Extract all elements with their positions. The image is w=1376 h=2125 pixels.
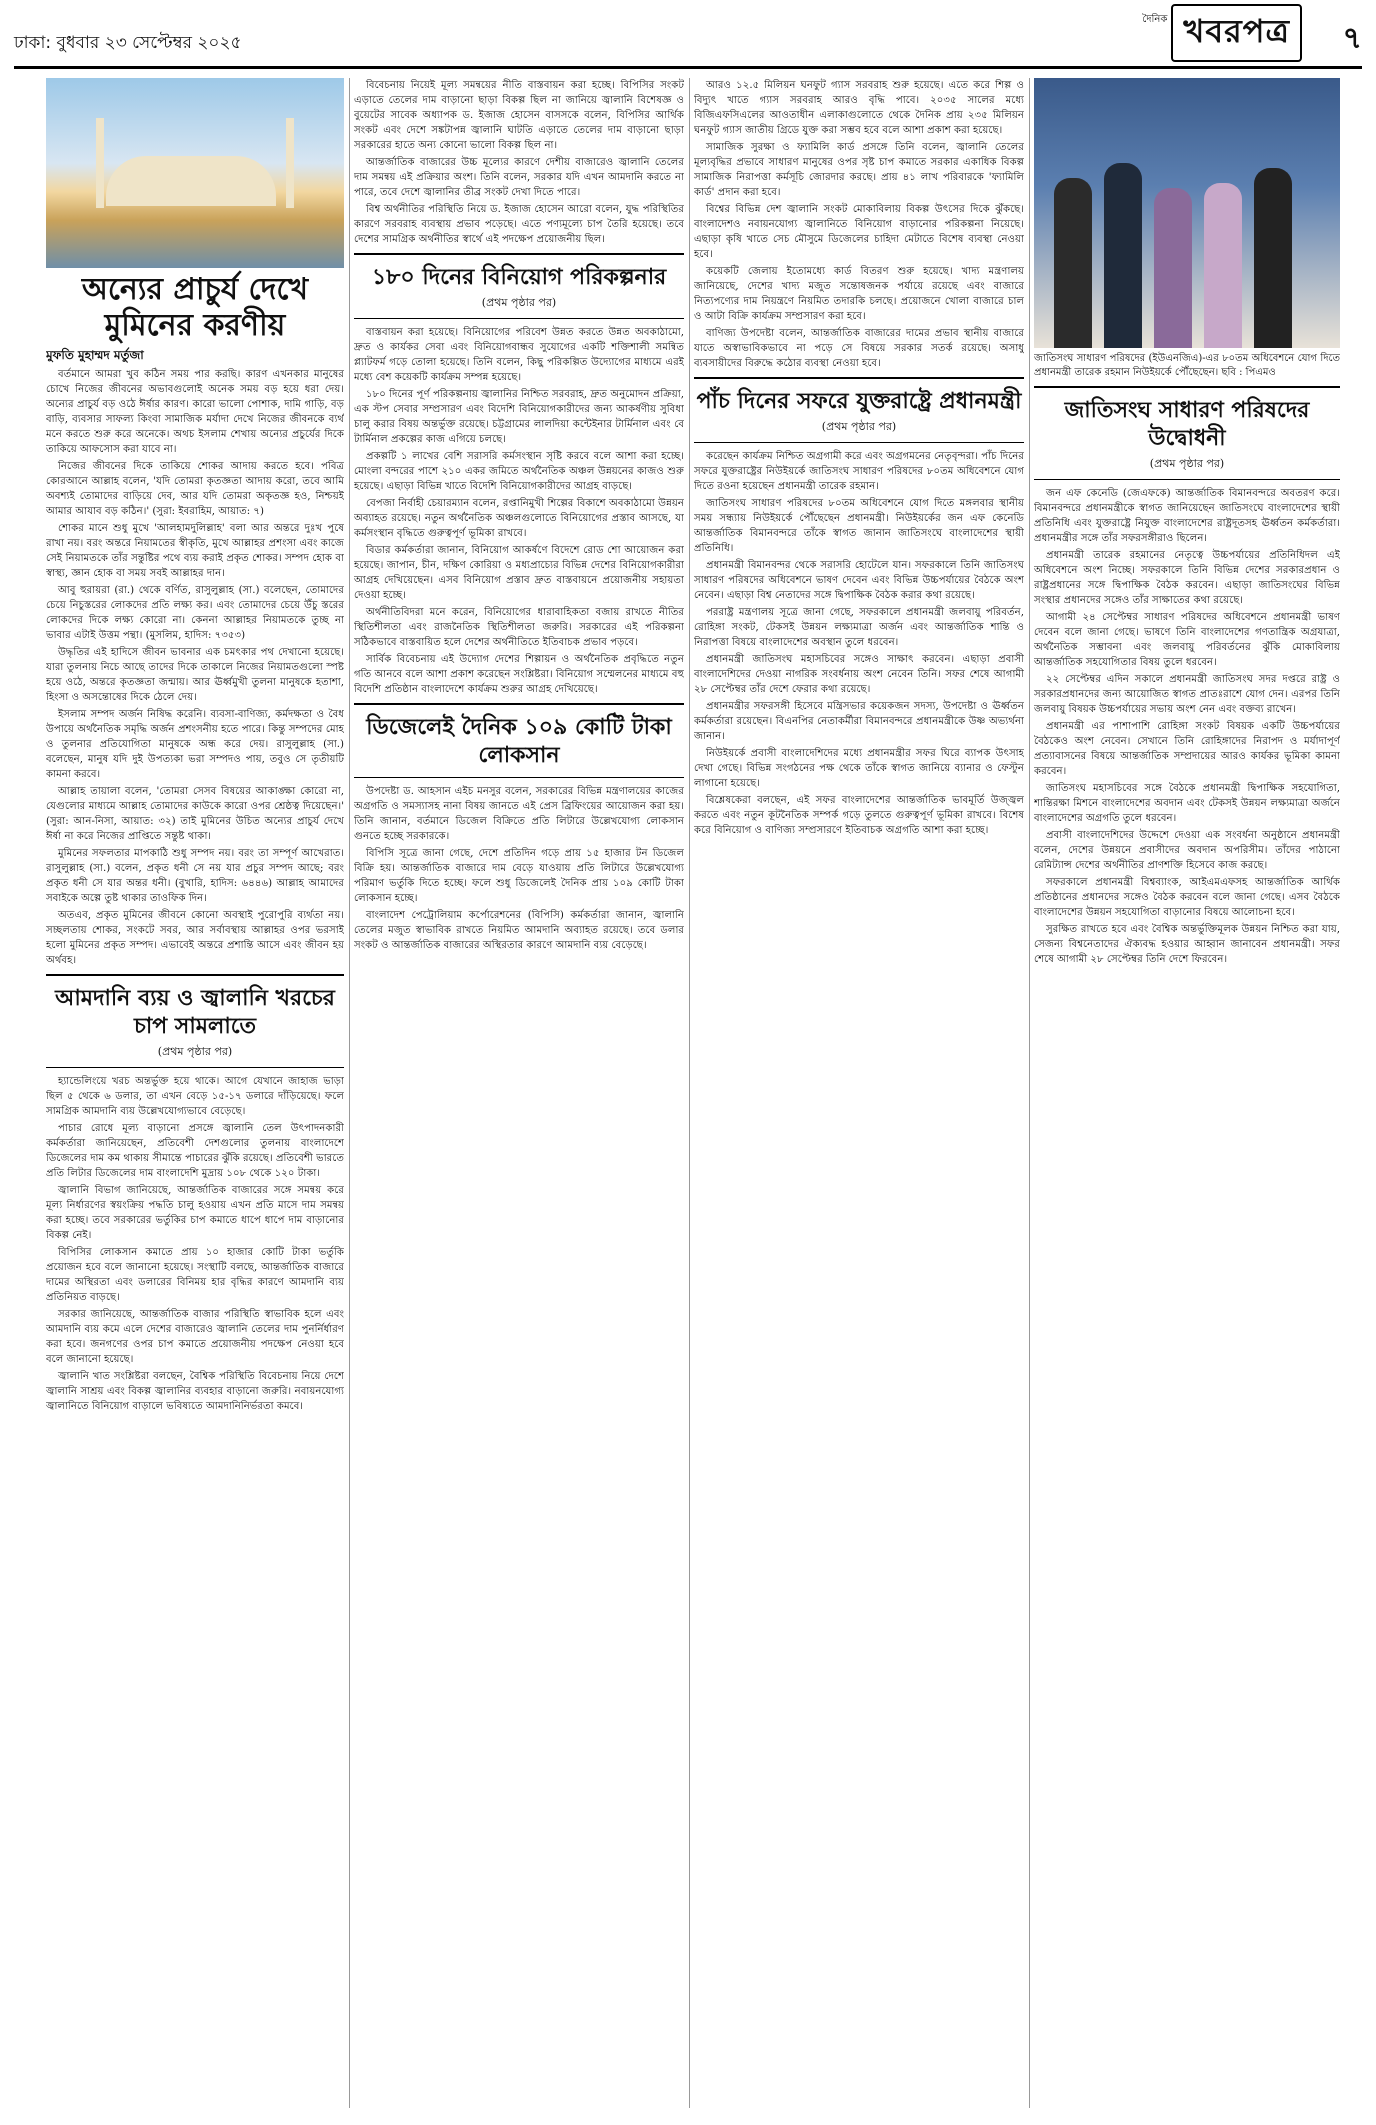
continued-label: (প্রথম পৃষ্ঠার পর) [157,1045,233,1058]
brand-logo: খবরপত্র [1171,4,1302,62]
article-paragraph: বাণিজ্য উপদেষ্টা বলেন, আন্তর্জাতিক বাজারের দামের প্রভাব স্থানীয় বাজারে যাতে অস্বাভাবিকভাবে না পড়ে সে বিষয়ে সরকার সতর্ক রয়েছে। অসাধু ব্যবসায়ীদের বিরুদ্ধে কঠোর ব্যবস্থা নেওয়া হবে। [694,328,1024,369]
column-divider [349,78,350,2108]
article-paragraph: উদ্ধৃতির এই হাদিসে জীবন ভাবনার এক চমৎকার পথ দেখানো হয়েছে। যারা তুলনায় নিচে আছে তাদের দিকে তাকালে নিজের নিয়ামতগুলো স্পষ্ট হয়ে ওঠে, অন্তরে কৃতজ্ঞতা জন্মায়। আর ঊর্ধ্বমুখী তুলনা মানুষকে হতাশা, হিংসা ও অসন্তোষের দিকে ঠেলে দেয়। [46,647,344,703]
page-header [14,8,1362,69]
article-paragraph: বিশ্ব অর্থনীতির পরিস্থিতি নিয়ে ড. ইজাজ হোসেন আরো বলেন, যুদ্ধ পরিস্থিতির কারণে সরবরাহ ব্যবস্থায় প্রভাব পড়েছে। এতে পণ্যমূল্যে চাপ তৈরি হয়েছে। তবে দেশের সামগ্রিক অর্থনীতির স্বার্থে এই পদক্ষেপ প্রয়োজনীয় ছিল। [354,204,684,245]
article-paragraph: জন এফ কেনেডি (জেএফকে) আন্তর্জাতিক বিমানবন্দরে অবতরণ করে। বিমানবন্দরে প্রধানমন্ত্রীকে স্বাগত জানিয়েছেন জাতিসংঘে বাংলাদেশের স্থায়ী প্রতিনিধি এবং যুক্তরাষ্ট্রে নিযুক্ত বাংলাদেশের রাষ্ট্রদূতসহ ঊর্ধ্বতন কর্মকর্তারা। প্রধানমন্ত্রীর সঙ্গে তাঁর সফরসঙ্গীরাও ছিলেন। [1034,488,1340,544]
article-header [354,253,684,319]
article-paragraph: বাংলাদেশ পেট্রোলিয়াম কর্পোরেশনের (বিপিসি) কর্মকর্তারা জানান, জ্বালানি তেলের মজুত স্বাভাবিক রাখতে নিয়মিত আমদানি অব্যাহত রয়েছে। তবে ডলার সংকট ও আন্তর্জাতিক বাজারের অস্থিরতার কারণে আমদানি ব্যয় বেড়েছে। [354,910,684,951]
article-paragraph: বেপজা নির্বাহী চেয়ারম্যান বলেন, রপ্তানিমুখী শিল্পের বিকাশে অবকাঠামো উন্নয়ন অব্যাহত রয়েছে। নতুন অর্থনৈতিক অঞ্চলগুলোতে বিনিয়োগের প্রস্তাব আসছে, যা কর্মসংস্থান বৃদ্ধিতে গুরুত্বপূর্ণ ভূমিকা রাখবে। [354,498,684,539]
article-2-headline: আমদানি ব্যয় ও জ্বালানি খরচের চাপ সামলাতে [55,985,335,1039]
column-3 [694,78,1024,2108]
dateline: ঢাকা: বুধবার ২৩ সেপ্টেম্বর ২০২৫ [14,33,242,53]
article-paragraph: করেছেন কার্যক্রম নিশ্চিত অগ্রগামী করে এবং অগ্রগমনের নেতৃবৃন্দরা। পাঁচ দিনের সফরে যুক্তরাষ্ট্রের নিউইয়র্কে জাতিসংঘ সাধারণ পরিষদের ৮০তম অধিবেশনে যোগ দিতে রওনা হয়েছেন প্রধানমন্ত্রী তারেক রহমান। [694,451,1024,492]
article-headline: ১৮০ দিনের বিনিয়োগ পরিকল্পনার [371,264,667,290]
person-figure [1254,168,1292,348]
article-paragraph: নিজের জীবনের দিকে তাকিয়ে শোকর আদায় করতে হবে। পবিত্র কোরআনে আল্লাহ বলেন, 'যদি তোমরা কৃতজ্ঞতা আদায় করো, তবে আমি অবশ্যই তোমাদের বাড়িয়ে দেব, আর যদি তোমরা অকৃতজ্ঞ হও, নিশ্চয়ই আমার আযাব বড় কঠিন।' (সুরা: ইবরাহিম, আয়াত: ৭) [46,461,344,517]
article-paragraph: বিশ্লেষকেরা বলছেন, এই সফর বাংলাদেশের আন্তর্জাতিক ভাবমূর্তি উজ্জ্বল করতে এবং নতুন কূটনৈতিক সম্পর্ক গড়ে তুলতে গুরুত্বপূর্ণ ভূমিকা রাখবে। বিশেষ করে বিনিয়োগ ও বাণিজ্য সম্প্রসারণে ইতিবাচক অগ্রগতি আশা করা হচ্ছে। [694,795,1024,836]
article-paragraph: পররাষ্ট্র মন্ত্রণালয় সূত্রে জানা গেছে, সফরকালে প্রধানমন্ত্রী জলবায়ু পরিবর্তন, রোহিঙ্গা সংকট, টেকসই উন্নয়ন লক্ষ্যমাত্রা অর্জন এবং আন্তর্জাতিক শান্তি ও নিরাপত্তা বিষয়ে বাংলাদেশের অবস্থান তুলে ধরবেন। [694,607,1024,648]
masthead [1142,10,1302,56]
person-figure [1204,183,1242,348]
person-figure [1154,188,1192,348]
article-byline: মুফতি মুহাম্মদ মর্তুজা [46,348,144,362]
article-paragraph: আরও ১২.৫ মিলিয়ন ঘনফুট গ্যাস সরবরাহ শুরু হয়েছে। এতে করে শিল্প ও বিদ্যুৎ খাতে গ্যাস সরবরাহ আরও বৃদ্ধি পাবে। ২০৩৫ সালের মধ্যে বিজিএফসিএলের আওতাধীন এলাকাগুলোতে থেকে দৈনিক প্রায় ২৩৫ মিলিয়ন ঘনফুট গ্যাস জাতীয় গ্রিডে যুক্ত করা সম্ভব হবে বলে আশা প্রকাশ করা হয়েছে। [694,80,1024,136]
article-paragraph: বিপিসির লোকসান কমাতে প্রায় ১০ হাজার কোটি টাকা ভর্তুকি প্রয়োজন হবে বলে জানানো হয়েছে। সংস্থাটি বলছে, আন্তর্জাতিক বাজারে দামের অস্থিরতা এবং ডলারের বিনিময় হার বৃদ্ধির কারণে আমদানি ব্যয় প্রতিনিয়ত বাড়ছে। [46,1247,344,1303]
article-paragraph: কয়েকটি জেলায় ইতোমধ্যে কার্ড বিতরণ শুরু হয়েছে। খাদ্য মন্ত্রণালয় জানিয়েছে, দেশের খাদ্য মজুত সন্তোষজনক পর্যায়ে রয়েছে এবং বাজারে নিত্যপণ্যের দাম নিয়ন্ত্রণে নিয়মিত তদারকি চলছে। প্রয়োজনে খোলা বাজারে চাল ও আটা বিক্রি কার্যক্রম সম্প্রসারণ করা হবে। [694,266,1024,322]
article-paragraph: আল্লাহ তায়ালা বলেন, 'তোমরা সেসব বিষয়ের আকাঙ্ক্ষা কোরো না, যেগুলোর মাধ্যমে আল্লাহ তোমাদের কাউকে কারো ওপর শ্রেষ্ঠত্ব দিয়েছেন।' (সুরা: আন-নিসা, আয়াত: ৩২) তাই মুমিনের উচিত অন্যের প্রাচুর্য দেখে ঈর্ষা না করে নিজের প্রাপ্তিতে সন্তুষ্ট থাকা। [46,786,344,842]
article-headline: পাঁচ দিনের সফরে যুক্তরাষ্ট্রে প্রধানমন্ত্রী [696,388,1022,414]
column-4 [1034,78,1340,2108]
article-paragraph: আন্তর্জাতিক বাজারের উচ্চ মূল্যের কারণে দেশীয় বাজারেও জ্বালানি তেলের দাম সমন্বয় এই প্রক্রিয়ার অংশ। তিনি বলেন, সরকার যদি এখন আমদানি করতে না পারে, তবে দেশে জ্বালানির তীব্র সংকট দেখা দিতে পারে। [354,157,684,198]
article-2-header [354,703,684,778]
article-paragraph: বর্তমানে আমরা খুব কঠিন সময় পার করছি। কারণ এখনকার মানুষের চোখে নিজের জীবনের অভাবগুলোই অনেক সময় বড় হয়ে ধরা দেয়। অন্যের প্রাচুর্য বড় ওঠে ঈর্ষার কারণ। কারো ভালো পোশাক, দামি গাড়ি, বড় বাড়ি, ব্যবসার সাফল্য কিংবা সামাজিক মর্যাদা দেখে নিজের জীবনকে ব্যর্থ মনে করতে শুরু করে অনেকে। অথচ ইসলাম শেখায় অন্যের প্রচুর্যের দিকে তাকিয়ে আফসোস করা যাবে না। [46,369,344,455]
article-paragraph: আবু হুরায়রা (রা.) থেকে বর্ণিত, রাসুলুল্লাহ (সা.) বলেছেন, তোমাদের চেয়ে নিচুস্তরের লোকদের প্রতি লক্ষ্য কর। এবং তোমাদের চেয়ে উঁচু স্তরের লোকদের দিকে লক্ষ্য কোরো না। কেননা আল্লাহর নিয়ামতকে তুচ্ছ না ভাবার এটাই উত্তম পন্থা। (মুসলিম, হাদিস: ৭৩৫৩) [46,585,344,641]
minaret [96,118,104,208]
article-paragraph: সফরকালে প্রধানমন্ত্রী বিশ্বব্যাংক, আইএমএফসহ আন্তর্জাতিক আর্থিক প্রতিষ্ঠানের প্রধানদের সঙ্গেও বৈঠক করবেন বলে জানা গেছে। এসব বৈঠকে বাংলাদেশের উন্নয়ন সহযোগিতা বাড়ানোর বিষয়ে আলোচনা হবে। [1034,877,1340,918]
brand-prefix: দৈনিক [1142,14,1168,25]
article-paragraph: প্রধানমন্ত্রী বিমানবন্দর থেকে সরাসরি হোটেলে যান। সফরকালে তিনি জাতিসংঘ সাধারণ পরিষদের অধিবেশনে ভাষণ দেবেন এবং বিভিন্ন উচ্চপর্যায়ের বৈঠকে অংশ নেবেন। এছাড়া বিশ্ব নেতাদের সঙ্গে দ্বিপাক্ষিক বৈঠক করার কথা রয়েছে। [694,560,1024,601]
article-paragraph: জ্বালানি বিভাগ জানিয়েছে, আন্তর্জাতিক বাজারের সঙ্গে সমন্বয় করে মূল্য নির্ধারণের স্বয়ংক্রিয় পদ্ধতি চালু হওয়ায় এখন প্রতি মাসে দাম সমন্বয় করা হচ্ছে। তবে সরকারের ভর্তুকির চাপ কমাতে ধাপে ধাপে দাম বাড়ানোর বিকল্প নেই। [46,1185,344,1241]
photo-caption: জাতিসংঘ সাধারণ পরিষদের (ইউএনজিএ)-এর ৮০তম অধিবেশনে যোগ দিতে প্রধানমন্ত্রী তারেক রহমান নিউইয়র্কে পৌঁছেছেন। ছবি : পিএমও [1034,353,1340,378]
article-paragraph: নিউইয়র্কে প্রবাসী বাংলাদেশিদের মধ্যে প্রধানমন্ত্রীর সফর ঘিরে ব্যাপক উৎসাহ দেখা গেছে। বিভিন্ন সংগঠনের পক্ষ থেকে তাঁকে স্বাগত জানিয়ে ব্যানার ও ফেস্টুন লাগানো হয়েছে। [694,748,1024,789]
article-paragraph: সার্বিক বিবেচনায় এই উদ্যোগ দেশের শিল্পায়ন ও অর্থনৈতিক প্রবৃদ্ধিতে নতুন গতি আনবে বলে আশা প্রকাশ করেছেন সংশ্লিষ্টরা। বিনিয়োগ সম্মেলনের মাধ্যমে বহু বিদেশি প্রতিষ্ঠান বাংলাদেশে কার্যক্রম শুরুর আগ্রহ দেখিয়েছে। [354,654,684,695]
article-paragraph: প্রধানমন্ত্রী তারেক রহমানের নেতৃত্বে উচ্চপর্যায়ের প্রতিনিধিদল এই অধিবেশনে অংশ নিচ্ছে। সফরকালে তিনি বিভিন্ন দেশের সরকারপ্রধান ও রাষ্ট্রপ্রধানের সঙ্গে দ্বিপাক্ষিক বৈঠক করবেন। এছাড়া জাতিসংঘের বিভিন্ন সংস্থার প্রধানদের সঙ্গেও তাঁর সাক্ষাতের কথা রয়েছে। [1034,550,1340,606]
article-2-headline: ডিজেলেই দৈনিক ১০৯ কোটি টাকা লোকসান [366,714,672,768]
article-paragraph: প্রধানমন্ত্রী এর পাশাপাশি রোহিঙ্গা সংকট বিষয়ক একটি উচ্চপর্যায়ের বৈঠকেও অংশ নেবেন। সেখানে তিনি রোহিঙ্গাদের নিরাপদ ও মর্যাদাপূর্ণ প্রত্যাবাসনের বিষয়ে আন্তর্জাতিক সম্প্রদায়ের আরও কার্যকর ভূমিকা কামনা করবেন। [1034,721,1340,777]
continued-label: (প্রথম পৃষ্ঠার পর) [1149,457,1225,470]
article-paragraph: বিপিসি সূত্রে জানা গেছে, দেশে প্রতিদিন গড়ে প্রায় ১৫ হাজার টন ডিজেল বিক্রি হয়। আন্তর্জাতিক বাজারে দাম বেড়ে যাওয়ায় প্রতি লিটারে উল্লেখযোগ্য পরিমাণ ভর্তুকি দিতে হচ্ছে। ফলে শুধু ডিজেলেই দৈনিক প্রায় ১০৯ কোটি টাকা লোকসান হচ্ছে। [354,848,684,904]
article-header [694,377,1024,443]
page-number: ৭ [1342,21,1362,56]
person-figure [1104,163,1142,348]
article-paragraph: অর্থনীতিবিদরা মনে করেন, বিনিয়োগের ধারাবাহিকতা বজায় রাখতে নীতির স্থিতিশীলতা এবং রাজনৈতিক স্থিতিশীলতা জরুরি। সরকারের এই পরিকল্পনা সঠিকভাবে বাস্তবায়িত হলে দেশের অর্থনীতিতে ইতিবাচক প্রভাব পড়বে। [354,607,684,648]
un-delegation-photo [1034,78,1340,348]
column-divider [689,78,690,2108]
article-headline: অন্যের প্রাচুর্য দেখে মুমিনের করণীয় [81,272,309,343]
article-paragraph: উপদেষ্টা ড. আহসান এইচ মনসুর বলেন, সরকারের বিভিন্ন মন্ত্রণালয়ের কাজের অগ্রগতি ও সমস্যাসহ নানা বিষয় জানতে এই প্রেস ব্রিফিংয়ের আয়োজন করা হয়। তিনি জানান, বর্তমানে ডিজেল বিক্রিতে প্রতি লিটারে উল্লেখযোগ্য লোকসান গুনতে হচ্ছে সরকারকে। [354,786,684,842]
article-paragraph: প্রবাসী বাংলাদেশিদের উদ্দেশে দেওয়া এক সংবর্ধনা অনুষ্ঠানে প্রধানমন্ত্রী বলেন, দেশের উন্নয়নে প্রবাসীদের অবদান অপরিসীম। তাঁদের পাঠানো রেমিট্যান্স দেশের অর্থনীতির প্রাণশক্তি হিসেবে কাজ করছে। [1034,830,1340,871]
article-headline: জাতিসংঘ সাধারণ পরিষদের উদ্বোধনী [1064,397,1310,451]
article-paragraph: বিবেচনায় নিয়েই মূল্য সমন্বয়ের নীতি বাস্তবায়ন করা হচ্ছে। বিপিসির সংকট এড়াতে তেলের দাম বাড়ানো ছাড়া বিকল্প ছিল না জানিয়ে জ্বালানি বিশেষজ্ঞ ও বুয়েটের সাবেক অধ্যাপক ড. ইজাজ হোসেন বাসসকে বলেন, বিপিসির আর্থিক সংকট এবং দেশে সঙ্কটাপন্ন জ্বালানি ঘাটতি এড়াতে তেলের দাম বাড়ানো ছাড়া সরকারের হাতে অন্য কোনো ভালো বিকল্প ছিল না। [354,80,684,151]
article-paragraph: হ্যান্ডেলিংয়ে খরচ অন্তর্ভুক্ত হয়ে থাকে। আগে যেখানে জাহাজ ভাড়া ছিল ৫ থেকে ৬ ডলার, তা এখন বেড়ে ১৫-১৭ ডলারে দাঁড়িয়েছে। ফলে সামগ্রিক আমদানি ব্যয় উল্লেখযোগ্যভাবে বেড়েছে। [46,1076,344,1117]
article-paragraph: সামাজিক সুরক্ষা ও ফ্যামিলি কার্ড প্রসঙ্গে তিনি বলেন, জ্বালানি তেলের মূল্যবৃদ্ধির প্রভাবে সাধারণ মানুষের ওপর সৃষ্ট চাপ কমাতে সরকার একাধিক বিকল্প সামাজিক নিরাপত্তা কর্মসূচি জোরদার করছে। প্রায় ৪১ লাখ পরিবারকে 'ফ্যামিলি কার্ড' প্রদান করা হবে। [694,142,1024,198]
article-header [1034,386,1340,480]
article-paragraph: প্রকল্পটি ১ লাখের বেশি সরাসরি কর্মসংস্থান সৃষ্টি করবে বলে আশা করা হচ্ছে। মোংলা বন্দরের পাশে ২১০ একর জমিতে অর্থনৈতিক অঞ্চল উন্নয়নের কাজও শুরু হয়েছে। এছাড়া বিভিন্ন খাতে বিদেশি বিনিয়োগকারীদের আগ্রহ বাড়ছে। [354,451,684,492]
article-paragraph: জ্বালানি খাত সংশ্লিষ্টরা বলছেন, বৈশ্বিক পরিস্থিতি বিবেচনায় নিয়ে দেশে জ্বালানি সাশ্রয় এবং বিকল্প জ্বালানির ব্যবহার বাড়ানো জরুরি। নবায়নযোগ্য জ্বালানিতে বিনিয়োগ বাড়ালে ভবিষ্যতে আমদানিনির্ভরতা কমবে। [46,1371,344,1412]
article-paragraph: জাতিসংঘ মহাসচিবের সঙ্গে বৈঠকে প্রধানমন্ত্রী দ্বিপাক্ষিক সহযোগিতা, শান্তিরক্ষা মিশনে বাংলাদেশের অবদান এবং টেকসই উন্নয়ন লক্ষ্যমাত্রা অর্জনে বাংলাদেশের অগ্রগতি তুলে ধরবেন। [1034,783,1340,824]
article-paragraph: ইসলাম সম্পদ অর্জন নিষিদ্ধ করেনি। ব্যবসা-বাণিজ্য, কর্মদক্ষতা ও বৈধ উপায়ে অর্থনৈতিক সমৃদ্ধি অর্জন প্রশংসনীয় হতে পারে। কিন্তু সম্পদের মোহ ও তুলনার প্রতিযোগিতা মানুষকে অন্ধ করে দেয়। রাসুলুল্লাহ (সা.) বলেছেন, মানুষ যদি দুই উপত্যকা ভরা সম্পদও পায়, তবুও সে তৃতীয়টি কামনা করবে। [46,709,344,780]
article-paragraph: প্রধানমন্ত্রীর সফরসঙ্গী হিসেবে মন্ত্রিসভার কয়েকজন সদস্য, উপদেষ্টা ও ঊর্ধ্বতন কর্মকর্তারা রয়েছেন। বিএনপির নেতাকর্মীরা বিমানবন্দরে প্রধানমন্ত্রীকে উষ্ণ অভ্যর্থনা জানান। [694,701,1024,742]
article-2-header [46,974,344,1068]
article-paragraph: আগামী ২৪ সেপ্টেম্বর সাধারণ পরিষদের অধিবেশনে প্রধানমন্ত্রী ভাষণ দেবেন বলে জানা গেছে। ভাষণে তিনি বাংলাদেশের গণতান্ত্রিক অগ্রযাত্রা, অর্থনৈতিক সম্ভাবনা এবং জলবায়ু পরিবর্তনের ঝুঁকি মোকাবিলায় আন্তর্জাতিক সহযোগিতার বিষয় তুলে ধরবেন। [1034,612,1340,668]
article-paragraph: ১৮০ দিনের পূর্ণ পরিকল্পনায় জ্বালানির নিশ্চিত সরবরাহ, দ্রুত অনুমোদন প্রক্রিয়া, এক স্টপ সেবার সম্প্রসারণ এবং বিদেশি বিনিয়োগকারীদের জন্য আকর্ষণীয় সুবিধা চালু করার বিষয় অন্তর্ভুক্ত রয়েছে। চট্টগ্রামের লালদিয়া কন্টেইনার টার্মিনাল এবং বে টার্মিনাল প্রকল্পের কাজ এগিয়ে চলছে। [354,389,684,445]
article-paragraph: জাতিসংঘ সাধারণ পরিষদের ৮০তম অধিবেশনে যোগ দিতে মঙ্গলবার স্থানীয় সময় সন্ধ্যায় নিউইয়র্কে পৌঁছেছেন প্রধানমন্ত্রী। নিউইয়র্কের জন এফ কেনেডি আন্তর্জাতিক বিমানবন্দরে তাঁকে স্বাগত জানান জাতিসংঘে বাংলাদেশের স্থায়ী প্রতিনিধি। [694,498,1024,554]
column-1 [46,78,344,2108]
column-2 [354,78,684,2108]
article-paragraph: বিডার কর্মকর্তারা জানান, বিনিয়োগ আকর্ষণে বিদেশে রোড শো আয়োজন করা হয়েছে। জাপান, চীন, দক্ষিণ কোরিয়া ও মধ্যপ্রাচ্যের বিভিন্ন দেশের বিনিয়োগকারীরা আগ্রহ দেখিয়েছেন। এসব বিনিয়োগ প্রস্তাব দ্রুত বাস্তবায়নে প্রয়োজনীয় সহায়তা দেওয়া হচ্ছে। [354,545,684,601]
article-paragraph: বিশ্বের বিভিন্ন দেশ জ্বালানি সংকট মোকাবিলায় বিকল্প উৎসের দিকে ঝুঁকছে। বাংলাদেশও নবায়নযোগ্য জ্বালানিতে বিনিয়োগ বাড়ানোর পরিকল্পনা নিয়েছে। এছাড়া কৃষি খাতে সেচ মৌসুমে ডিজেলের চাহিদা মেটাতে বিশেষ ব্যবস্থা নেওয়া হবে। [694,204,1024,260]
person-figure [1054,178,1092,348]
article-paragraph: শোকর মানে শুধু মুখে 'আলহামদুলিল্লাহ' বলা আর অন্তরে দুঃখ পুষে রাখা নয়। বরং অন্তরে নিয়ামতের স্বীকৃতি, মুখে আল্লাহর প্রশংসা এবং কাজে সেই নিয়ামতকে তাঁর সন্তুষ্টির পথে ব্যয় করাই প্রকৃত শোকর। সম্পদ হোক বা স্বাস্থ্য, জ্ঞান হোক বা সময় সবই আল্লাহর দান। [46,523,344,579]
continued-label: (প্রথম পৃষ্ঠার পর) [481,296,557,309]
article-paragraph: অতএব, প্রকৃত মুমিনের জীবনে কোনো অবস্থাই পুরোপুরি ব্যর্থতা নয়। সচ্ছলতায় শোকর, সংকটে সবর, আর সর্বাবস্থায় আল্লাহর ওপর ভরসাই হলো মুমিনের প্রকৃত সম্পদ। এভাবেই অন্তরে প্রশান্তি আসে এবং জীবন হয় অর্থবহ। [46,910,344,966]
continued-label: (প্রথম পৃষ্ঠার পর) [821,420,897,433]
mosque-dome [106,156,276,206]
article-paragraph: সরকার জানিয়েছে, আন্তর্জাতিক বাজার পরিস্থিতি স্বাভাবিক হলে এবং আমদানি ব্যয় কমে এলে দেশের বাজারেও জ্বালানি তেলের দাম পুনর্নির্ধারণ করা হবে। জনগণের ওপর চাপ কমাতে প্রয়োজনীয় পদক্ষেপ নেওয়া হবে বলে জানানো হয়েছে। [46,1309,344,1365]
article-paragraph: বাস্তবায়ন করা হয়েছে। বিনিয়োগের পরিবেশ উন্নত করতে উন্নত অবকাঠামো, দ্রুত ও কার্যকর সেবা এবং বিনিয়োগবান্ধব সুযোগের একটি শক্তিশালী সমন্বিত প্ল্যাটফর্ম গড়ে তোলা হয়েছে। তিনি বলেন, কিছু পরিকল্পিত উদ্যোগের মাধ্যমে এরই মধ্যে বেশ কয়েকটি কার্যক্রম সম্পন্ন হয়েছে। [354,327,684,383]
minaret [286,118,294,208]
article-paragraph: ২২ সেপ্টেম্বর এদিন সকালে প্রধানমন্ত্রী জাতিসংঘ সদর দপ্তরে রাষ্ট্র ও সরকারপ্রধানদের জন্য আয়োজিত স্বাগত প্রাতঃরাশে যোগ দেন। এরপর তিনি জলবায়ু বিষয়ক উচ্চপর্যায়ের সভায় অংশ নেন এবং বক্তব্য রাখেন। [1034,674,1340,715]
article-paragraph: মুমিনের সফলতার মাপকাঠি শুধু সম্পদ নয়। বরং তা সম্পূর্ণ আখেরাত। রাসুলুল্লাহ (সা.) বলেন, প্রকৃত ধনী সে নয় যার প্রচুর সম্পদ আছে; বরং প্রকৃত ধনী সে যার অন্তর ধনী। (বুখারি, হাদিস: ৬৪৪৬) আল্লাহ আমাদের সবাইকে অল্পে তুষ্ট থাকার তাওফিক দিন। [46,848,344,904]
mosque-photo [46,78,344,268]
column-divider [1029,78,1030,2108]
article-paragraph: প্রধানমন্ত্রী জাতিসংঘ মহাসচিবের সঙ্গেও সাক্ষাৎ করবেন। এছাড়া প্রবাসী বাংলাদেশিদের দেওয়া নাগরিক সংবর্ধনায় অংশ নেবেন তিনি। সফর শেষে আগামী ২৮ সেপ্টেম্বর তাঁর দেশে ফেরার কথা রয়েছে। [694,654,1024,695]
article-paragraph: পাচার রোধে মূল্য বাড়ানো প্রসঙ্গে জ্বালানি তেল উৎপাদনকারী কর্মকর্তারা জানিয়েছেন, প্রতিবেশী দেশগুলোর তুলনায় বাংলাদেশে ডিজেলের দাম কম থাকায় সীমান্তে পাচারের ঝুঁকি রয়েছে। প্রতিবেশী ভারতে প্রতি লিটার ডিজেলের দাম বাংলাদেশি মুদ্রায় ১০৮ থেকে ১২০ টাকা। [46,1123,344,1179]
article-paragraph: সুরক্ষিত রাখতে হবে এবং বৈশ্বিক অন্তর্ভুক্তিমূলক উন্নয়ন নিশ্চিত করা যায়, সেজন্য বিশ্বনেতাদের ঐক্যবদ্ধ হওয়ার আহ্বান জানাবেন প্রধানমন্ত্রী। সফর শেষে আগামী ২৮ সেপ্টেম্বর তিনি দেশে ফিরবেন। [1034,924,1340,965]
